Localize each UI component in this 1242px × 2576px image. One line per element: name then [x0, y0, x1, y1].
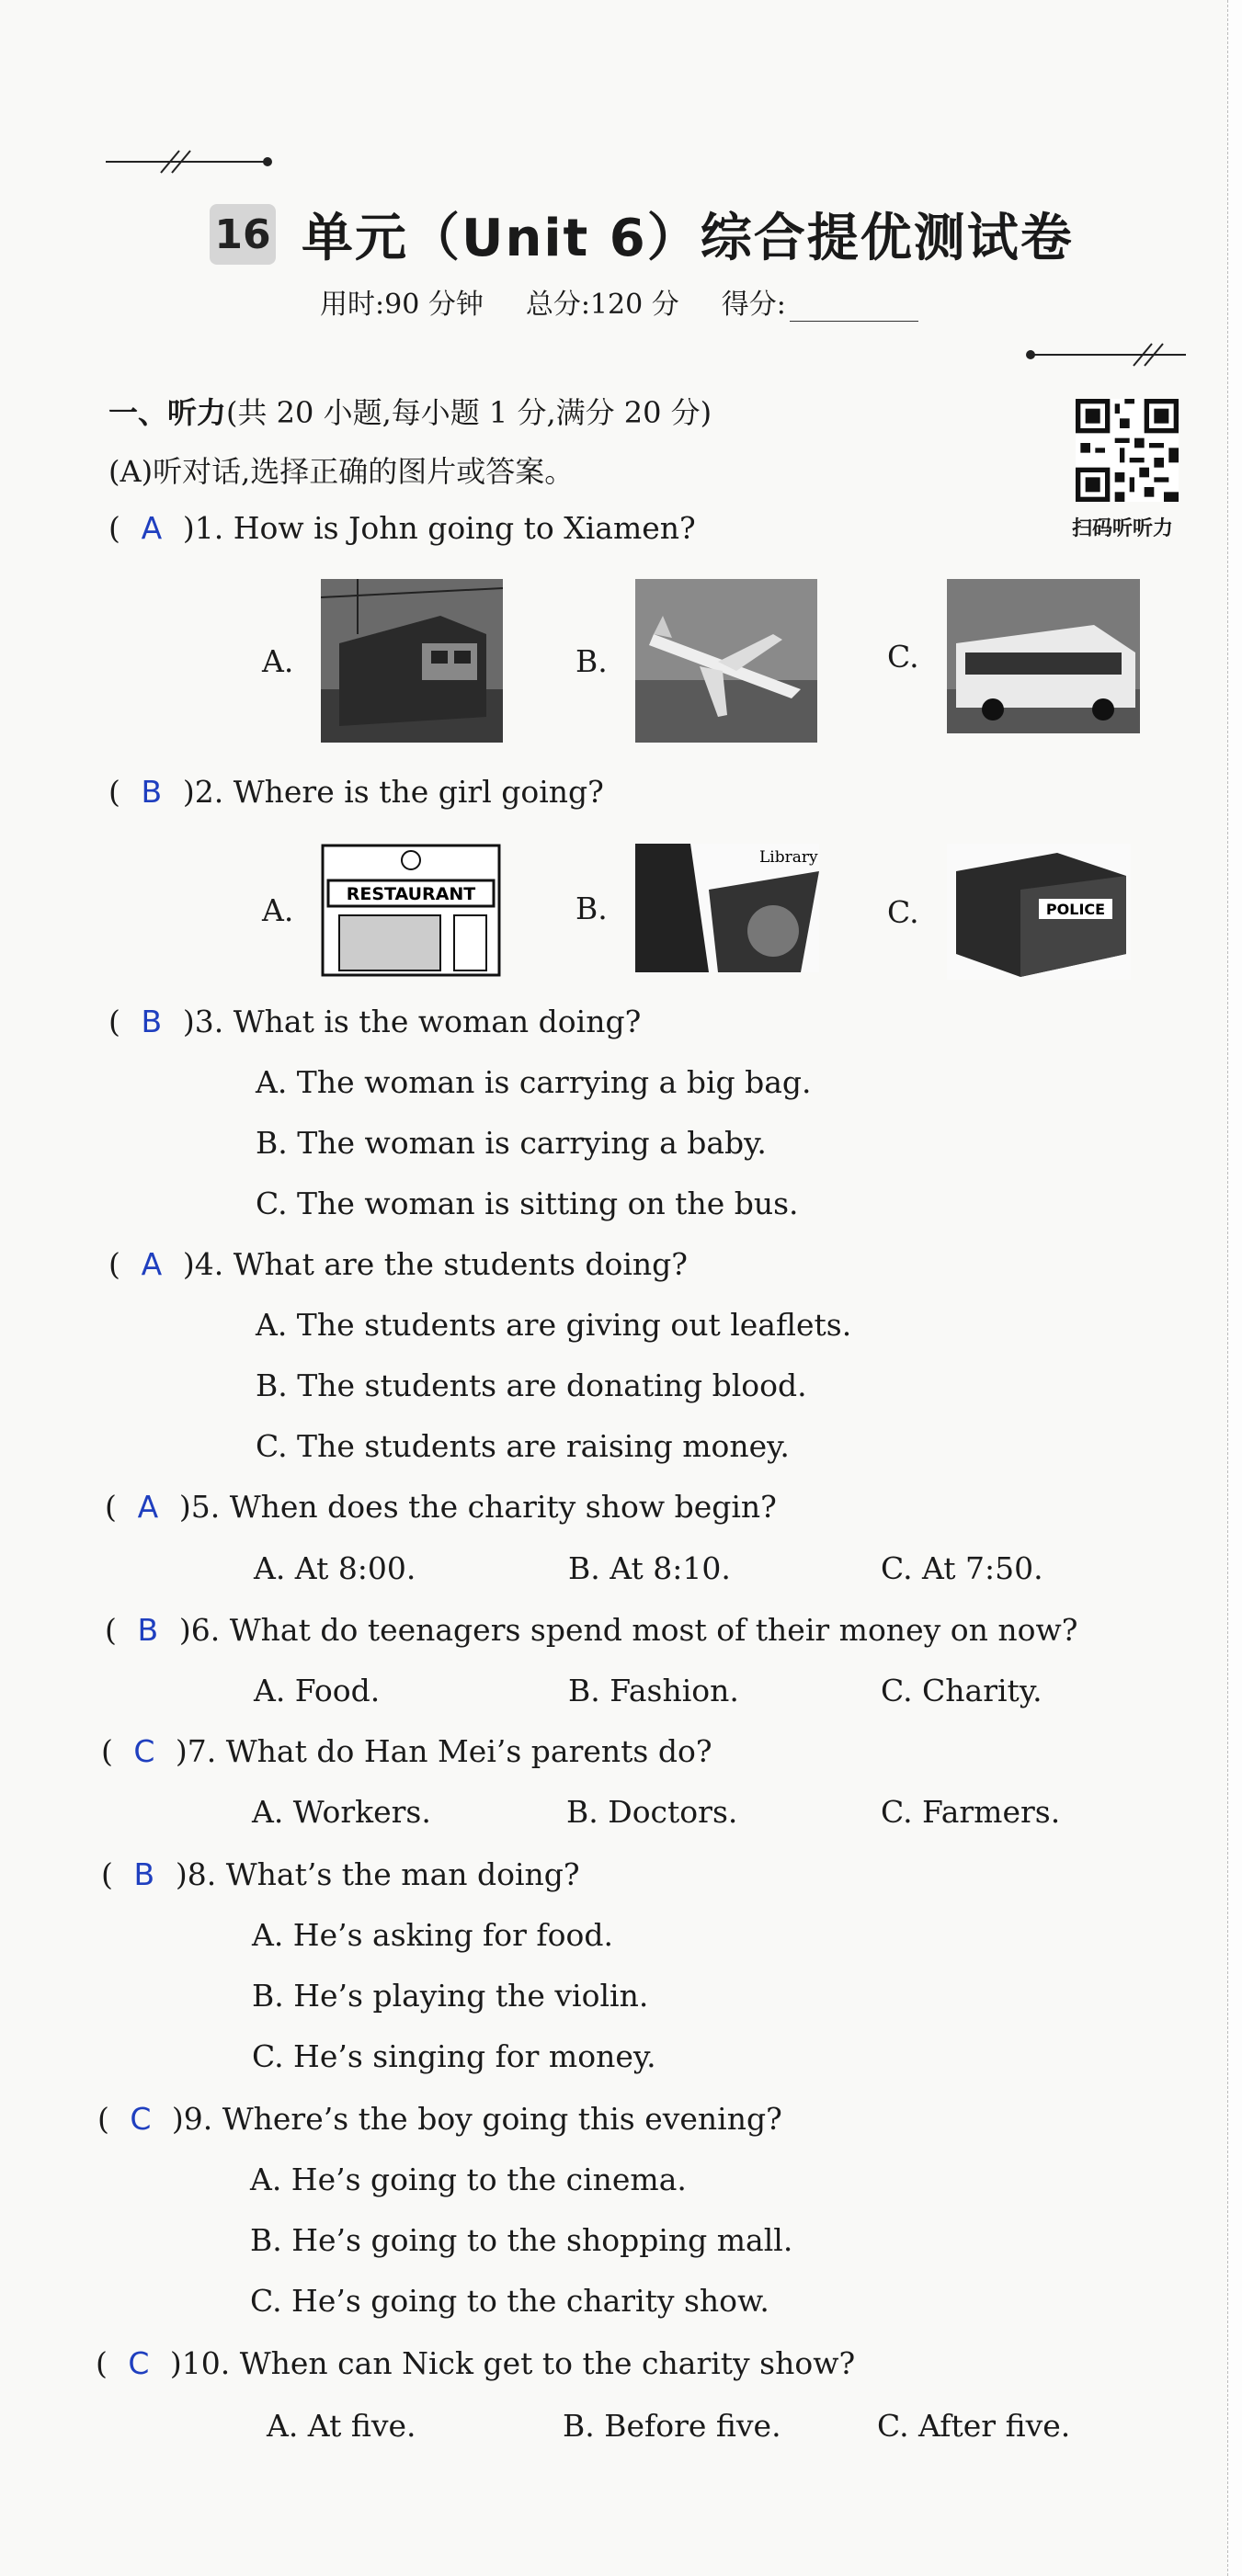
question-number: 6 — [190, 1612, 211, 1648]
question-number: 4 — [194, 1246, 214, 1282]
question-10: ( C )10. When can Nick get to the charity show? — [96, 2345, 856, 2381]
question-number: 7 — [187, 1733, 207, 1769]
option-5c[interactable]: C. At 7:50. — [881, 1550, 1043, 1586]
option-10a[interactable]: A. At five. — [267, 2408, 416, 2444]
option-4b[interactable]: B. The students are donating blood. — [256, 1367, 807, 1403]
answer-7[interactable]: C — [133, 1733, 155, 1769]
question-text: Where is the girl going? — [233, 774, 604, 810]
question-text: What do Han Mei’s parents do? — [225, 1733, 712, 1769]
option-9b[interactable]: B. He’s going to the shopping mall. — [250, 2222, 793, 2258]
question-number: 1 — [194, 510, 214, 546]
decorative-slash-line-left — [106, 147, 280, 175]
qr-code-label: 扫码听听力 — [1072, 517, 1174, 540]
option-1c[interactable] — [887, 579, 1140, 733]
question-6: ( B )6. What do teenagers spend most of their money on now? — [105, 1612, 1078, 1648]
option-9a[interactable]: A. He’s going to the cinema. — [250, 2162, 687, 2197]
exam-info — [320, 281, 961, 322]
restaurant-picture — [321, 844, 501, 977]
train-picture — [321, 579, 503, 743]
option-3b[interactable]: B. The woman is carrying a baby. — [256, 1125, 767, 1161]
option-6b[interactable]: B. Fashion. — [568, 1673, 739, 1708]
question-number: 10 — [181, 2345, 221, 2381]
option-4a[interactable]: A. The students are giving out leaflets. — [256, 1307, 852, 1343]
question-text: What are the students doing? — [233, 1246, 688, 1282]
score-label: 得分: — [721, 289, 786, 321]
question-3: ( B )3. What is the woman doing? — [108, 1004, 642, 1039]
option-8a[interactable]: A. He’s asking for food. — [252, 1917, 613, 1953]
option-label: A. — [262, 642, 294, 679]
option-7c[interactable]: C. Farmers. — [881, 1794, 1061, 1830]
option-5a[interactable]: A. At 8:00. — [254, 1550, 416, 1586]
question-8: ( B )8. What’s the man doing? — [101, 1856, 580, 1892]
police-sign-text: POLICE — [1045, 901, 1105, 918]
score-blank — [790, 291, 918, 322]
question-7: ( C )7. What do Han Mei’s parents do? — [101, 1733, 712, 1769]
option-6c[interactable]: C. Charity. — [881, 1673, 1043, 1708]
answer-1[interactable]: A — [141, 510, 163, 546]
question-text: When can Nick get to the charity show? — [239, 2345, 856, 2381]
option-7a[interactable]: A. Workers. — [252, 1794, 431, 1830]
library-picture — [635, 844, 819, 972]
answer-5[interactable]: A — [137, 1489, 159, 1525]
question-number: 9 — [183, 2101, 203, 2137]
question-2: ( B )2. Where is the girl going? — [108, 774, 604, 810]
answer-3[interactable]: B — [141, 1004, 163, 1039]
police-station-picture — [947, 844, 1131, 980]
unit-number-badge: 16 — [210, 204, 276, 265]
question-text: When does the charity show begin? — [229, 1489, 777, 1525]
total-score: 总分:120 分 — [525, 289, 679, 321]
section-description: (共 20 小题,每小题 1 分,满分 20 分) — [226, 395, 712, 430]
option-2a[interactable] — [262, 844, 501, 977]
answer-9[interactable]: C — [130, 2101, 152, 2137]
option-label: A. — [262, 892, 294, 928]
decorative-slash-line-right — [1025, 340, 1191, 368]
question-text: How is John going to Xiamen? — [233, 510, 696, 546]
question-1: ( A )1. How is John going to Xiamen? — [108, 510, 696, 546]
bus-picture — [947, 579, 1140, 733]
question-5: ( A )5. When does the charity show begin? — [105, 1489, 777, 1525]
option-10b[interactable]: B. Before five. — [563, 2408, 781, 2444]
question-number: 8 — [187, 1856, 207, 1892]
question-9: ( C )9. Where’s the boy going this evening? — [97, 2101, 782, 2137]
option-10c[interactable]: C. After five. — [877, 2408, 1071, 2444]
library-caption: Library — [758, 848, 818, 867]
question-number: 2 — [194, 774, 214, 810]
option-1a[interactable] — [262, 579, 503, 743]
question-text: What’s the man doing? — [225, 1856, 580, 1892]
question-text: Where’s the boy going this evening? — [222, 2101, 782, 2137]
airplane-picture — [635, 579, 817, 743]
question-text: What do teenagers spend most of their money on now? — [229, 1612, 1078, 1648]
option-2c[interactable] — [887, 844, 1131, 980]
question-text: What is the woman doing? — [233, 1004, 642, 1039]
page-title: 单元（Unit 6）综合提优测试卷 — [302, 209, 1074, 268]
option-8b[interactable]: B. He’s playing the violin. — [252, 1978, 649, 2014]
subsection-instruction: (A)听对话,选择正确的图片或答案。 — [108, 454, 575, 489]
question-4: ( A )4. What are the students doing? — [108, 1246, 688, 1282]
answer-8[interactable]: B — [133, 1856, 155, 1892]
answer-4[interactable]: A — [141, 1246, 163, 1282]
section-heading — [108, 390, 712, 432]
option-6a[interactable]: A. Food. — [254, 1673, 381, 1708]
section-title: 一、听力 — [108, 395, 227, 430]
question-number: 5 — [190, 1489, 211, 1525]
restaurant-sign-text: RESTAURANT — [347, 884, 476, 904]
option-9c[interactable]: C. He’s going to the charity show. — [250, 2283, 769, 2319]
option-7b[interactable]: B. Doctors. — [566, 1794, 738, 1830]
option-3a[interactable]: A. The woman is carrying a big bag. — [256, 1064, 812, 1100]
option-3c[interactable]: C. The woman is sitting on the bus. — [256, 1186, 799, 1221]
title-row — [210, 198, 1074, 271]
option-5b[interactable]: B. At 8:10. — [568, 1550, 731, 1586]
answer-2[interactable]: B — [141, 774, 163, 810]
option-2b[interactable] — [575, 844, 819, 972]
answer-6[interactable]: B — [137, 1612, 159, 1648]
option-8c[interactable]: C. He’s singing for money. — [252, 2038, 656, 2074]
option-label: B. — [575, 890, 608, 926]
page-binding-edge — [1227, 0, 1242, 2576]
question-number: 3 — [194, 1004, 214, 1039]
option-label: C. — [887, 638, 919, 675]
option-label: B. — [575, 642, 608, 679]
answer-10[interactable]: C — [128, 2345, 150, 2381]
qr-code-icon[interactable] — [1076, 399, 1179, 502]
option-4c[interactable]: C. The students are raising money. — [256, 1428, 790, 1464]
time-limit: 用时:90 分钟 — [320, 289, 484, 321]
option-label: C. — [887, 893, 919, 930]
option-1b[interactable] — [575, 579, 817, 743]
